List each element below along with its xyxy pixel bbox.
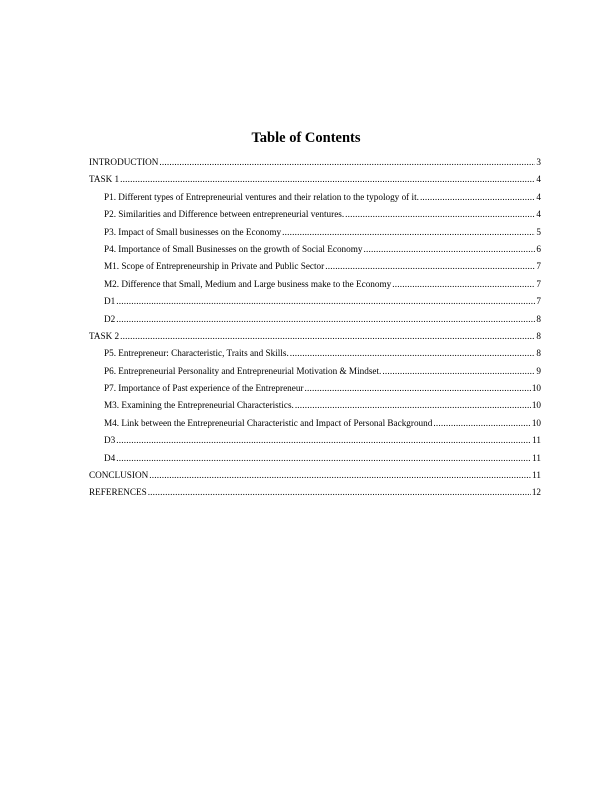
toc-entry[interactable]: [89, 331, 541, 348]
toc-entry-label: P5. Entrepreneur: Characteristic, Traits and Skills.: [104, 348, 289, 359]
toc-entry-label: TASK 2: [89, 330, 120, 341]
toc-entry[interactable]: [89, 453, 541, 470]
toc-entry[interactable]: [89, 400, 541, 417]
dot-leader: [433, 418, 530, 428]
dot-leader: [290, 348, 536, 358]
toc-entry-label: P7. Importance of Past experience of the Entrepreneur: [104, 383, 304, 394]
toc-entry-label: P6. Entrepreneurial Personality and Entrepreneurial Motivation & Mindset.: [104, 365, 382, 376]
toc-entry-label: P3. Impact of Small businesses on the Economy: [104, 226, 282, 237]
toc-entry-page-number: 7: [536, 296, 541, 307]
toc-entry-label: TASK 1: [89, 174, 120, 185]
dot-leader: [295, 400, 531, 410]
toc-entry[interactable]: [89, 487, 541, 504]
dot-leader: [282, 227, 535, 237]
toc-entry[interactable]: [89, 418, 541, 435]
dot-leader: [364, 244, 536, 254]
toc-title: Table of Contents: [251, 130, 361, 146]
dot-leader: [392, 279, 535, 289]
dot-leader: [382, 366, 535, 376]
toc-entry-label: M4. Link between the Entrepreneurial Characteristic and Impact of Personal Background: [104, 417, 433, 428]
toc-entry[interactable]: [89, 435, 541, 452]
toc-entry-label: P2. Similarities and Difference between entrepreneurial ventures.: [104, 209, 345, 220]
toc-entry-page-number: 7: [536, 278, 541, 289]
toc-entry-page-number: 11: [532, 452, 541, 463]
toc-entry-page-number: 5: [536, 226, 541, 237]
toc-entry-label: M2. Difference that Small, Medium and Large business make to the Economy: [104, 278, 392, 289]
toc-entry-page-number: 6: [536, 243, 541, 254]
toc-entry[interactable]: [89, 157, 541, 174]
toc-entry-page-number: 9: [536, 365, 541, 376]
dot-leader: [120, 331, 535, 341]
toc-entry[interactable]: [89, 209, 541, 226]
toc-entry-label: M1. Scope of Entrepreneurship in Private and Public Sector: [104, 261, 325, 272]
toc-entry[interactable]: [89, 279, 541, 296]
toc-entry[interactable]: [89, 314, 541, 331]
dot-leader: [120, 174, 535, 184]
toc-entry[interactable]: [89, 366, 541, 383]
toc-entry-page-number: 3: [536, 157, 541, 167]
dot-leader: [420, 192, 535, 202]
toc-entry[interactable]: [89, 296, 541, 313]
toc-entry-label: M3. Examining the Entrepreneurial Characteristics.: [104, 400, 294, 411]
toc-entry-page-number: 11: [532, 470, 541, 481]
toc-entry[interactable]: [89, 227, 541, 244]
dot-leader: [116, 435, 531, 445]
toc-entry-label: D3: [104, 435, 116, 446]
toc-entry[interactable]: [89, 383, 541, 400]
dot-leader: [345, 209, 535, 219]
toc-entry[interactable]: [89, 244, 541, 261]
toc-entry-page-number: 12: [531, 487, 541, 498]
toc-entry-label: D2: [104, 313, 116, 324]
toc-entry-page-number: 10: [531, 400, 541, 411]
toc-entry-page-number: 4: [536, 191, 541, 202]
toc-entry[interactable]: [89, 192, 541, 209]
toc-entry-label: CONCLUSION: [89, 470, 149, 481]
toc-entry-page-number: 11: [532, 435, 541, 446]
dot-leader: [159, 157, 535, 167]
toc-entry-page-number: 8: [536, 313, 541, 324]
toc-entry-page-number: 4: [536, 174, 541, 185]
dot-leader: [116, 453, 531, 463]
toc-entry-page-number: 4: [536, 209, 541, 220]
toc-entry-label: REFERENCES: [89, 487, 147, 498]
toc-entry-page-number: 8: [536, 348, 541, 359]
dot-leader: [305, 383, 531, 393]
toc-entry-label: P4. Importance of Small Businesses on the growth of Social Economy: [104, 243, 363, 254]
toc-entry-label: D1: [104, 296, 116, 307]
dot-leader: [325, 261, 535, 271]
toc-entry-page-number: 10: [531, 383, 541, 394]
toc-entry-page-number: 8: [536, 330, 541, 341]
toc-entry-page-number: 10: [531, 417, 541, 428]
toc-entry-label: P1. Different types of Entrepreneurial ventures and their relation to the typology of it.: [104, 191, 419, 202]
table-of-contents: [89, 157, 541, 505]
toc-entry[interactable]: [89, 470, 541, 487]
dot-leader: [116, 296, 535, 306]
toc-entry-label: D4: [104, 452, 116, 463]
toc-entry-label: INTRODUCTION: [89, 157, 159, 167]
toc-entry[interactable]: [89, 348, 541, 365]
toc-entry[interactable]: [89, 174, 541, 191]
dot-leader: [148, 487, 531, 497]
toc-entry[interactable]: [89, 261, 541, 278]
dot-leader: [149, 470, 531, 480]
toc-entry-page-number: 7: [536, 261, 541, 272]
dot-leader: [116, 314, 535, 324]
